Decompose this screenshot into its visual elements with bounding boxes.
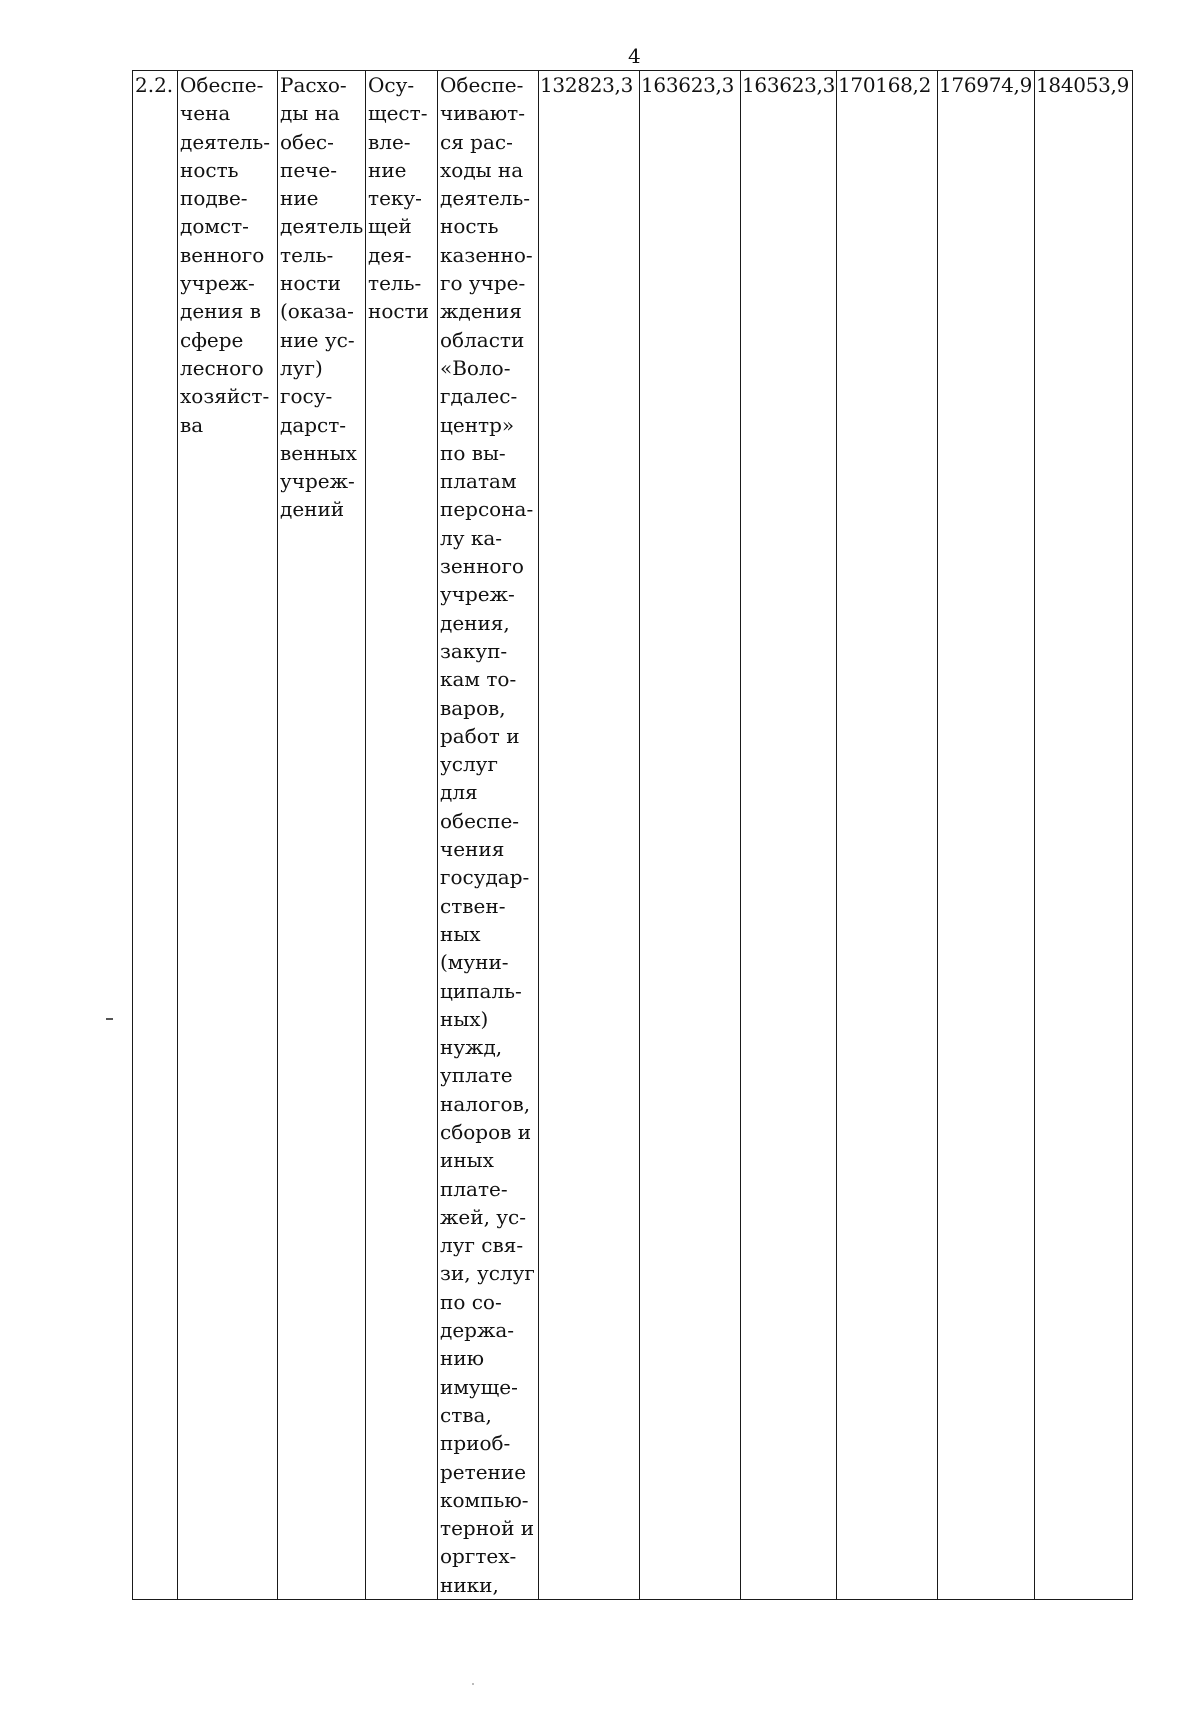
scan-speck	[472, 1683, 474, 1685]
value-cell-4: 170168,2	[837, 71, 938, 1600]
result-cell: Обеспе- чена деятель- ность подве- домст- венного учреж- дения в сфере лесного хозяйст- ва	[178, 71, 278, 1600]
budget-table	[132, 70, 1133, 1600]
scan-mark	[106, 1018, 113, 1020]
table-row	[133, 71, 1133, 1600]
value-cell-6: 184053,9	[1035, 71, 1133, 1600]
value-cell-5: 176974,9	[938, 71, 1035, 1600]
value-cell-2: 163623,3	[640, 71, 741, 1600]
page-number: 4	[628, 44, 641, 68]
value-cell-1: 132823,3	[539, 71, 640, 1600]
value-cell-3: 163623,3	[741, 71, 837, 1600]
description-cell: Обеспе- чивают- ся рас- ходы на деятель- ность казенно- го учре- ждения области «Воло- гдалес- центр» по вы- платам персона- лу ка- зенного учреж- дения, закуп- кам то- варов, работ и услуг для обеспе- чения государ- ствен- ных (муни- ципаль- ных) нужд, уплате налогов, сборов и иных плате- жей, ус- луг свя- зи, услуг по со- держа- нию имуще- ства, приоб- ретение компью- терной и оргтех- ники,	[438, 71, 539, 1600]
expense-type-cell: Расхо- ды на обес- пече- ние деятель тель- ности (оказа- ние ус- луг) госу- дарст- венных учреж- дений	[278, 71, 366, 1600]
row-number-cell: 2.2.	[133, 71, 178, 1600]
activity-cell: Осу- щест- вле- ние теку- щей дея- тель- ности	[366, 71, 438, 1600]
